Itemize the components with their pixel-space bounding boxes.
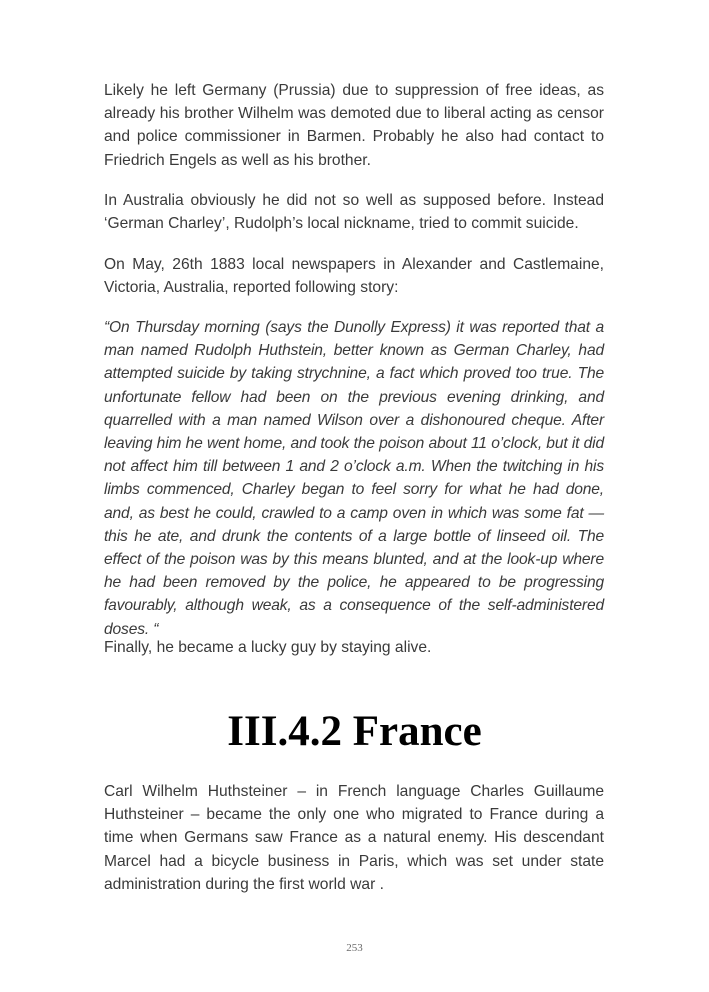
paragraph-australia-suicide: In Australia obviously he did not so well as supposed before. Instead ‘German Charley’, Rudolph’s local nickname, tried to commit suicide. [104,192,604,233]
paragraph-lucky-guy: Finally, he became a lucky guy by staying alive. [104,639,432,656]
paragraph-germany-departure: Likely he left Germany (Prussia) due to suppression of free ideas, as already his brother Wilhelm was demoted due to liberal acting as censor and police commissioner in Barmen. Probably he also had contact to Friedrich Engels as well as his brother. [104,82,604,169]
newspaper-quote: “On Thursday morning (says the Dunolly Express) it was reported that a man named Rudolph Huthstein, better known as German Charley, had attempted suicide by taking strychnine, a fact which proved too true. The unfortunate fellow had been on the previous evening drinking, and quarrelled with a man named Wilson over a dishonoured cheque. After leaving him he went home, and took the poison about 11 o’clock, but it did not affect him till between 1 and 2 o’clock a.m. When the twitching in his limbs commenced, Charley began to feel sorry for what he had done, and, as best he could, crawled to a camp oven in which was some fat — this he ate, and drunk the contents of a large bottle of linseed oil. The effect of the poison was by this means blunted, and at the look-up where he had been removed by the police, he appeared to be progressing favourably, although weak, as a consequence of the self-administered doses. “ [104,319,604,638]
page-number: 253 [346,942,363,954]
section-heading: III.4.2 France [227,708,482,755]
paragraph-france: Carl Wilhelm Huthsteiner – in French language Charles Guillaume Huthsteiner – became the only one who migrated to France during a time when Germans saw France as a natural enemy. His descendant Marcel had a bicycle business in Paris, which was set under state administration during the first world war . [104,783,604,893]
paragraph-newspaper-report: On May, 26th 1883 local newspapers in Alexander and Castlemaine, Victoria, Australia, reported following story: [104,256,604,297]
